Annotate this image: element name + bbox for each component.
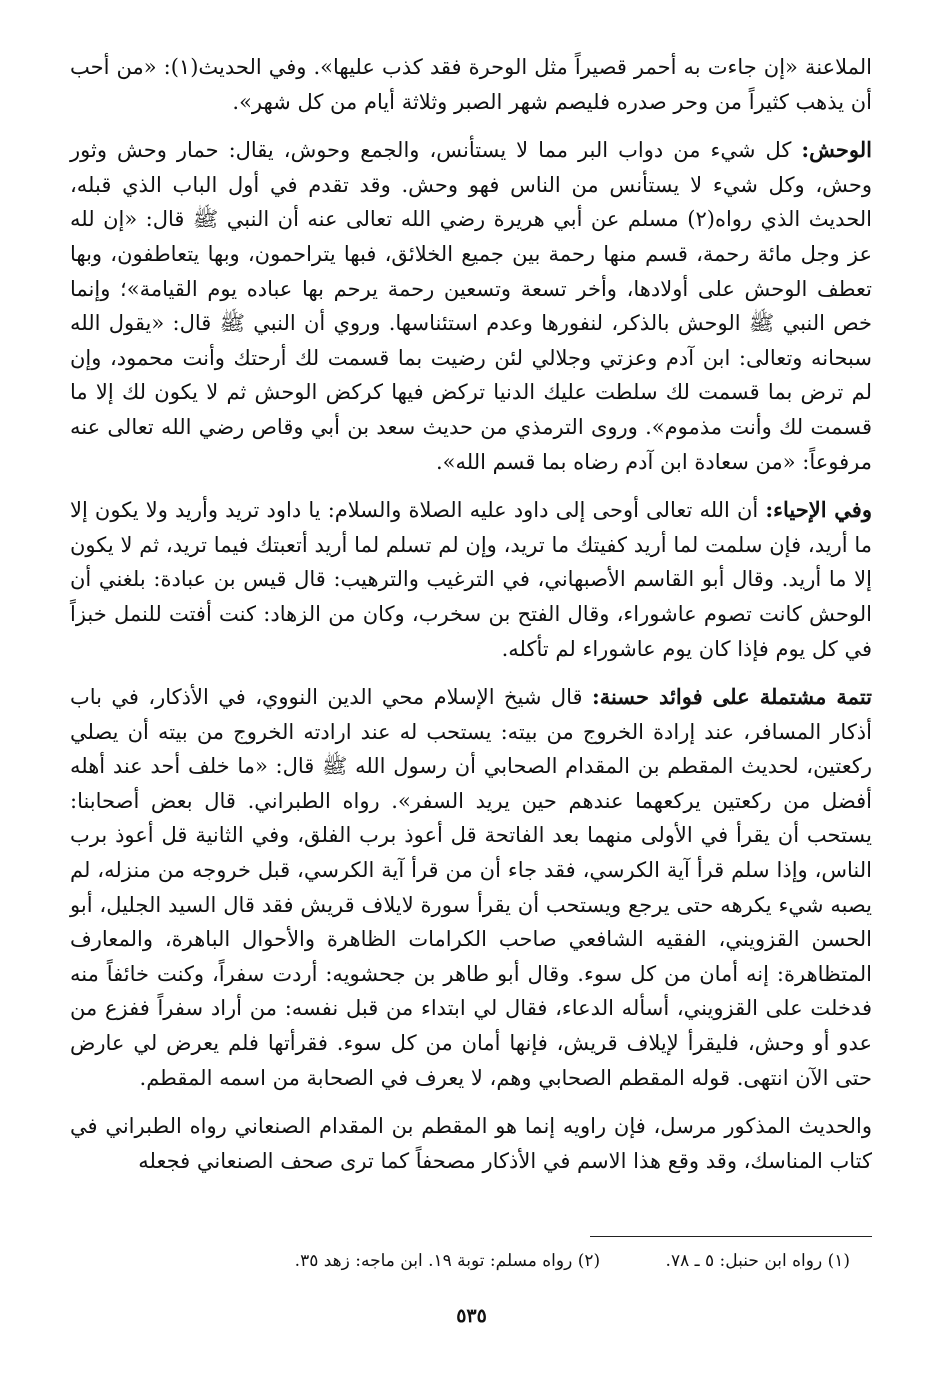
page-number: ٥٣٥ [456,1305,487,1327]
paragraph-text: والحديث المذكور مرسل، فإن راويه إنما هو المقطم بن المقدام الصنعاني رواه الطبراني في كتاب المناسك، وقد وقع هذا الاسم في الأذكار مصحفاً كما ترى صحف الصنعاني فجعله [70,1114,872,1173]
footnotes [70,1248,850,1274]
paragraph-text: أن الله تعالى أوحى إلى داود عليه الصلاة والسلام: يا داود تريد وأريد ولا يكون إلا ما أريد، فإن سلمت لما أريد كفيتك ما تريد، وإن لم تسلم لما أريد أتعبتك فيما تريد، ثم لا يكون إلا ما أريد. وقال أبو القاسم الأصبهاني، في الترغيب والترهيب: قال قيس بن عبادة: بلغني أن الوحش كانت تصوم عاشوراء، وقال الفتح بن سخرب، وكان من الزهاد: كنت أفتت للنمل خبزاً في كل يوم فإذا كان يوم عاشوراء لم تأكله. [70,498,872,661]
paragraph-ihya [70,493,872,666]
footnote-divider [590,1236,872,1237]
paragraph-lead: الوحش: [801,137,872,163]
paragraph-lead: تتمة مشتملة على فوائد حسنة: [591,684,872,710]
paragraph-intro [70,50,872,119]
paragraph-lead: وفي الإحياء: [765,497,872,523]
paragraph-tatimma [70,680,872,1095]
paragraph-text: كل شيء من دواب البر مما لا يستأنس، والجمع وحوش، يقال: حمار وحش وثور وحش، وكل شيء لا يستأنس من الناس فهو وحش. وقد تقدم في أول الباب الذي قبله، الحديث الذي رواه(٢) مسلم عن أبي هريرة رضي الله تعالى عنه أن النبي ﷺ قال: «إن لله عز وجل مائة رحمة، قسم منها رحمة بين جميع الخلائق، فبها يتراحمون، وبها يتعاطفون، وبها تعطف الوحش على أولادها، وأخر تسعة وتسعين رحمة يرحم بها عباده يوم القيامة»؛ وإنما خص النبي ﷺ الوحش بالذكر، لنفورها وعدم استئناسها. وروي أن النبي ﷺ قال: «يقول الله سبحانه وتعالى: ابن آدم وعزتي وجلالي لئن رضيت بما قسمت لك أرحتك وأنت محمود، وإن لم ترض بما قسمت لك سلطت عليك الدنيا تركض فيها كركض الوحش ثم لا يكون لك إلا ما قسمت لك وأنت مذموم». وروى الترمذي من حديث سعد بن أبي وقاص رضي الله تعالى عنه مرفوعاً: «من سعادة ابن آدم رضاه بما قسم الله». [70,138,872,474]
paragraph-wahsh [70,133,872,479]
footnote-2: (٢) رواه مسلم: توبة ١٩. ابن ماجه: زهد ٣٥. [294,1251,601,1271]
page-body [70,50,872,1192]
footnote-1: (١) رواه ابن حنبل: ٥ ـ ٧٨. [665,1251,850,1271]
paragraph-hadith-mursal [70,1109,872,1178]
paragraph-text: قال شيخ الإسلام محي الدين النووي، في الأذكار، في باب أذكار المسافر، عند إرادة الخروج من بيته: يستحب له عند ارادته الخروج من بيته أن يصلي ركعتين، لحديث المقطم بن المقدام الصحابي أن رسول الله ﷺ قال: «ما خلف أحد عند أهله أفضل من ركعتين يركعهما عندهم حين يريد السفر». رواه الطبراني. قال بعض أصحابنا: يستحب أن يقرأ في الأولى منهما بعد الفاتحة قل أعوذ برب الفلق، وفي الثانية قل أعوذ برب الناس، وإذا سلم قرأ آية الكرسي، فقد جاء أن من قرأ آية الكرسي، قبل خروجه من منزله، لم يصبه شيء يكرهه حتى يرجع ويستحب أن يقرأ سورة لايلاف قريش فقد قال السيد الجليل، أبو الحسن القزويني، الفقيه الشافعي صاحب الكرامات الظاهرة والأحوال الباهرة، والمعارف المتظاهرة: إنه أمان من كل سوء. وقال أبو طاهر بن جحشويه: أردت سفراً، وكنت خائفاً منه فدخلت على القزويني، أسأله الدعاء، فقال لي ابتداء من قبل نفسه: من أراد سفراً ففزع من عدو أو وحش، فليقرأ لإيلاف قريش، فإنها أمان من كل سوء. فقرأتها فلم يعرض لي عارض حتى الآن انتهى. قوله المقطم الصحابي وهم، لا يعرف في الصحابة من اسمه المقطم. [70,685,872,1090]
paragraph-text: الملاعنة «إن جاءت به أحمر قصيراً مثل الوحرة فقد كذب عليها». وفي الحديث(١): «من أحب أن يذهب كثيراً من وحر صدره فليصم شهر الصبر وثلاثة أيام من كل شهر». [70,55,872,114]
